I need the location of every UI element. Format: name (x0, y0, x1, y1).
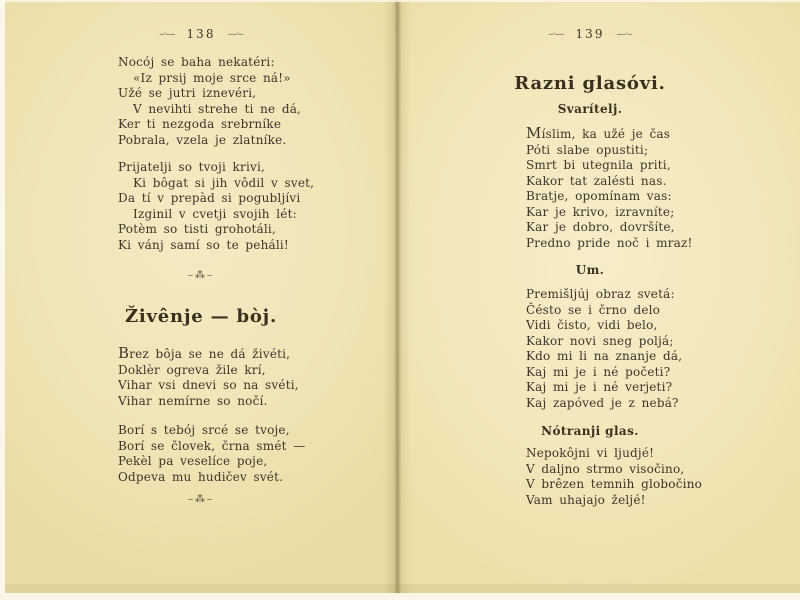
poem-line: Vidi čisto, vidi belo, (526, 318, 658, 332)
poem-line: Užé se jutri iznevéri, (118, 86, 257, 100)
poem-line: Póti slabe opustiti; (526, 142, 649, 157)
poem-title-zivenje-boj: Živênje — bòj. (124, 306, 278, 327)
page-header-right (480, 27, 700, 41)
page-number-left: 138 (186, 27, 216, 41)
scan-edge-left (0, 0, 5, 600)
poem-line: Nocój se baha nekatéri: (118, 55, 275, 69)
poem-line: Čésto se i črno delo (526, 302, 661, 317)
poem-line: Kakor tat zalésti nas. (526, 173, 667, 188)
stanza-left-1 (118, 55, 301, 148)
poem-line: Doklèr ogreva žile krí, (118, 362, 266, 377)
stanza-left-2 (118, 160, 314, 253)
page-header-left (90, 27, 312, 41)
stanza-left-4 (118, 423, 305, 485)
poem-line: Smrt bi utegnila priti, (526, 158, 671, 172)
poem-line: Kar je krivo, izravníte; (526, 204, 675, 219)
stanza-right-1 (526, 126, 693, 251)
poem-line: Bratje, opomínam vas: (526, 189, 672, 203)
divider-fleuron-icon: –⁂– (188, 494, 214, 505)
poem-line: Brez bôja se ne dá živéti, (118, 344, 291, 362)
page-right (397, 0, 800, 600)
poem-line: Potèm so tisti grohotáli, (118, 222, 276, 236)
page-left (0, 0, 397, 600)
header-rule-left-icon: –·— (548, 28, 564, 40)
poem-line: Izginil v cvetji svojih lét: (133, 206, 297, 221)
poem-line: Premišljúj obraz svetá: (526, 287, 675, 301)
poem-line: Kaj mi je i né verjeti? (526, 380, 673, 394)
scan-edge-bottom (0, 593, 800, 600)
header-rule-right-icon: —·– (227, 28, 243, 40)
poem-line: «Iz prsij moje srce ná!» (133, 70, 291, 85)
poem-line: Ker ti nezgoda srebrníke (118, 117, 282, 131)
poem-line: Predno pride noč i mraz! (526, 235, 693, 250)
stanza-right-2 (526, 287, 682, 411)
poem-line: Kaj zapóved je z nebá? (526, 395, 679, 410)
stanza-right-3 (526, 446, 702, 508)
poem-line: Prijatelji so tvoji krivi, (118, 160, 266, 174)
poem-line: Ki vánj samí so te peháli! (118, 237, 289, 252)
poem-line: Odpeva mu hudičev svét. (118, 469, 284, 484)
poem-subtitle-svaritelj: Svarítelj. (557, 102, 623, 116)
book-gutter-shadow (384, 0, 411, 600)
scan-edge-top (0, 0, 800, 2)
poem-line: Kar je dobro, dovršíte, (526, 220, 675, 234)
poem-line: Kdo mi li na znanje dá, (526, 349, 683, 363)
poem-subtitle-notranji-glas: Nótranji glas. (541, 424, 639, 438)
poem-line: Pekèl pa veselíce poje, (118, 454, 268, 468)
scan-shade-bottom (0, 584, 800, 593)
poem-line: Da tí v prepàd si pogubljívi (118, 191, 301, 205)
poem-line: Vihar vsi dnevi so na svéti, (118, 378, 299, 392)
poem-line: V daljno strmo visočino, (526, 461, 685, 476)
poem-line: Borí se človek, črna smét — (118, 438, 306, 453)
poem-title-razni-glasovi: Razni glasóvi. (514, 73, 666, 94)
poem-line: Vihar nemírne so nočí. (118, 393, 268, 408)
poem-line: Nepokôjni vi ljudjé! (526, 446, 655, 460)
poem-line: Ki bôgat si jih vôdil v svet, (133, 175, 315, 190)
page-number-right: 139 (575, 27, 605, 41)
poem-line: Kaj mi je i né početi? (526, 364, 671, 379)
stanza-left-3 (118, 346, 299, 409)
header-rule-right-icon: —·– (616, 28, 632, 40)
poem-line: V brêzen temnih globočino (526, 477, 703, 491)
poem-line: Míslim, ka užé je čas (526, 124, 671, 142)
poem-line: Vam uhajajo željé! (526, 492, 646, 507)
poem-line: Pobrala, vzela je zlatníke. (118, 132, 287, 147)
header-rule-left-icon: –·— (159, 28, 175, 40)
poem-line: V nevihti strehe ti ne dá, (133, 101, 302, 116)
divider-fleuron-icon: –⁂– (188, 270, 214, 281)
poem-line: Borí s tebój srcé se tvoje, (118, 423, 290, 437)
poem-line: Kakor novi sneg poljá; (526, 333, 674, 348)
poem-subtitle-um: Um. (575, 263, 605, 277)
